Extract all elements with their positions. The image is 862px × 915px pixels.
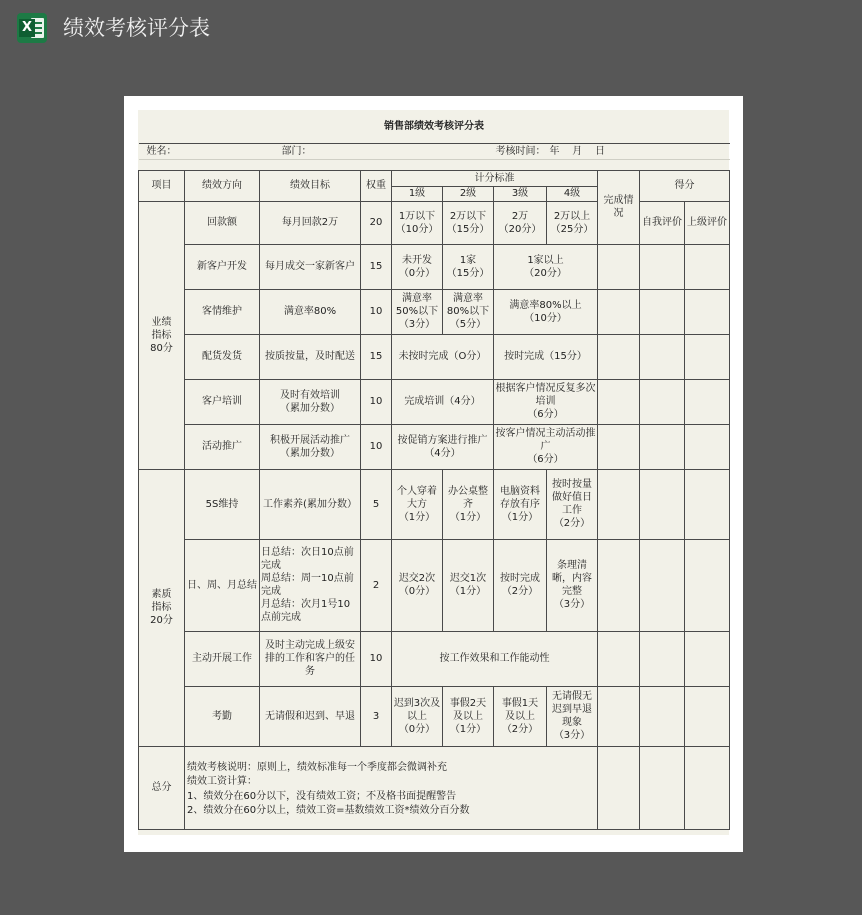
header-level1: 1级	[392, 186, 443, 201]
completion-cell[interactable]	[598, 379, 640, 424]
completion-cell[interactable]	[598, 244, 640, 289]
completion-cell[interactable]	[598, 424, 640, 469]
time-value[interactable]: 年 月 日	[547, 143, 598, 159]
row-direction: 配货发货	[185, 334, 260, 379]
name-value[interactable]	[185, 143, 260, 159]
row-weight: 3	[361, 686, 392, 746]
self-eval-total-cell[interactable]	[640, 746, 685, 829]
spreadsheet-sheet	[138, 110, 729, 835]
level3-cell: 按时完成 （2分）	[494, 539, 547, 631]
level12-cell: 按促销方案进行推广 （4分）	[392, 424, 494, 469]
level34-cell: 1家以上 （20分）	[494, 244, 598, 289]
header-direction: 绩效方向	[185, 170, 260, 201]
self-eval-cell[interactable]	[640, 686, 685, 746]
self-eval-cell[interactable]	[640, 469, 685, 539]
notes-cell	[185, 746, 598, 829]
header-standard: 计分标准	[392, 170, 598, 186]
level3-cell: 2万 （20分）	[494, 201, 547, 244]
level1-cell: 迟交2次 （0分）	[392, 539, 443, 631]
header-level2: 2级	[443, 186, 494, 201]
superior-eval-total-cell[interactable]	[685, 746, 730, 829]
level12-cell: 完成培训（4分）	[392, 379, 494, 424]
note-line: 1、绩效分在60分以下，没有绩效工资；不及格书面提醒警告	[187, 790, 457, 802]
row-direction: 主动开展工作	[185, 631, 260, 686]
dept-label: 部门：	[260, 143, 361, 159]
row-direction: 考勤	[185, 686, 260, 746]
level1234-cell: 按工作效果和工作能动性	[392, 631, 598, 686]
row-target: 及时主动完成上级安 排的工作和客户的任 务	[260, 631, 361, 686]
group-performance: 业绩 指标 80分	[139, 201, 185, 469]
row-weight: 2	[361, 539, 392, 631]
completion-cell[interactable]	[598, 539, 640, 631]
superior-eval-cell[interactable]	[685, 424, 730, 469]
note-line: 绩效工资计算：	[187, 776, 257, 787]
superior-eval-cell[interactable]	[685, 469, 730, 539]
name-label: 姓名：	[139, 143, 185, 159]
app-header	[0, 0, 862, 56]
level1-cell: 1万以下 （10分）	[392, 201, 443, 244]
completion-total-cell[interactable]	[598, 746, 640, 829]
completion-cell[interactable]	[598, 469, 640, 539]
level4-cell: 条理清 晰，内容 完整 （3分）	[547, 539, 598, 631]
row-target: 每月回款2万	[260, 201, 361, 244]
row-target: 满意率80%	[260, 289, 361, 334]
row-direction: 回款额	[185, 201, 260, 244]
level1-cell: 迟到3次及 以上 （0分）	[392, 686, 443, 746]
group-quality: 素质 指标 20分	[139, 469, 185, 746]
excel-icon: X	[17, 13, 47, 43]
dept-value[interactable]	[361, 143, 392, 159]
level3-cell: 电脑资料 存放有序 （1分）	[494, 469, 547, 539]
level4-cell: 2万以上 （25分）	[547, 201, 598, 244]
self-eval-cell[interactable]	[640, 424, 685, 469]
superior-eval-cell[interactable]	[685, 289, 730, 334]
note-line: 2、绩效分在60分以上，绩效工资=基数绩效工资*绩效分百分数	[187, 805, 470, 816]
superior-eval-cell[interactable]	[685, 686, 730, 746]
spreadsheet-page	[124, 96, 743, 852]
superior-eval-cell[interactable]	[685, 244, 730, 289]
level2-cell: 满意率 80%以下 （5分）	[443, 289, 494, 334]
self-eval-header: 自我评价	[640, 201, 685, 244]
superior-eval-cell[interactable]	[685, 631, 730, 686]
app-title: 绩效考核评分表	[63, 16, 210, 40]
level2-cell: 事假2天 及以上 （1分）	[443, 686, 494, 746]
level2-cell: 迟交1次 （1分）	[443, 539, 494, 631]
row-target: 日总结：次日10点前 完成 周总结：周一10点前 完成 月总结：次月1号10 点前完成	[260, 539, 361, 631]
completion-cell[interactable]	[598, 289, 640, 334]
level4-cell: 无请假无 迟到早退 现象 （3分）	[547, 686, 598, 746]
level34-cell: 按时完成（15分）	[494, 334, 598, 379]
row-target: 每月成交一家新客户	[260, 244, 361, 289]
superior-eval-cell[interactable]	[685, 539, 730, 631]
completion-cell[interactable]	[598, 686, 640, 746]
header-item: 项目	[139, 170, 185, 201]
row-direction: 客情维护	[185, 289, 260, 334]
level2-cell: 1家 （15分）	[443, 244, 494, 289]
header-target: 绩效目标	[260, 170, 361, 201]
row-weight: 10	[361, 289, 392, 334]
header-completion: 完成情况	[598, 170, 640, 244]
row-direction: 客户培训	[185, 379, 260, 424]
row-target: 无请假和迟到、早退	[260, 686, 361, 746]
row-target: 按质按量，及时配送	[260, 334, 361, 379]
sheet-title: 销售部绩效考核评分表	[384, 120, 485, 132]
header-level3: 3级	[494, 186, 547, 201]
row-weight: 15	[361, 334, 392, 379]
row-direction: 新客户开发	[185, 244, 260, 289]
level1-cell: 满意率 50%以下 （3分）	[392, 289, 443, 334]
self-eval-cell[interactable]	[640, 631, 685, 686]
row-weight: 10	[361, 379, 392, 424]
level12-cell: 未按时完成（O分）	[392, 334, 494, 379]
time-label: 考核时间：	[494, 143, 547, 159]
row-weight: 10	[361, 631, 392, 686]
superior-eval-cell[interactable]	[685, 379, 730, 424]
level34-cell: 根据客户情况反复多次 培训 （6分）	[494, 379, 598, 424]
self-eval-cell[interactable]	[640, 289, 685, 334]
self-eval-cell[interactable]	[640, 379, 685, 424]
group-total: 总分	[139, 746, 185, 829]
level1-cell: 个人穿着 大方 （1分）	[392, 469, 443, 539]
self-eval-cell[interactable]	[640, 539, 685, 631]
level1-cell: 未开发 （0分）	[392, 244, 443, 289]
row-weight: 15	[361, 244, 392, 289]
level4-cell: 按时按量 做好值日 工作 （2分）	[547, 469, 598, 539]
level34-cell: 满意率80%以上 （10分）	[494, 289, 598, 334]
completion-cell[interactable]	[598, 631, 640, 686]
header-weight: 权重	[361, 170, 392, 201]
superior-eval-header: 上级评价	[685, 201, 730, 244]
row-weight: 20	[361, 201, 392, 244]
row-weight: 10	[361, 424, 392, 469]
self-eval-cell[interactable]	[640, 244, 685, 289]
header-score: 得分	[640, 170, 730, 201]
level34-cell: 按客户情况主动活动推 广 （6分）	[494, 424, 598, 469]
self-eval-cell[interactable]	[640, 334, 685, 379]
level2-cell: 2万以下 （15分）	[443, 201, 494, 244]
note-line: 绩效考核说明：原则上，绩效标准每一个季度都会微调补充	[187, 761, 447, 773]
row-target: 积极开展活动推广 （累加分数）	[260, 424, 361, 469]
row-direction: 5S维持	[185, 469, 260, 539]
row-target: 工作素养(累加分数）	[260, 469, 361, 539]
level2-cell: 办公桌整 齐 （1分）	[443, 469, 494, 539]
level3-cell: 事假1天 及以上 （2分）	[494, 686, 547, 746]
row-target: 及时有效培训 （累加分数）	[260, 379, 361, 424]
superior-eval-cell[interactable]	[685, 334, 730, 379]
evaluation-table	[138, 110, 730, 830]
row-weight: 5	[361, 469, 392, 539]
completion-cell[interactable]	[598, 334, 640, 379]
row-direction: 日、周、月总结	[185, 539, 260, 631]
row-direction: 活动推广	[185, 424, 260, 469]
header-level4: 4级	[547, 186, 598, 201]
